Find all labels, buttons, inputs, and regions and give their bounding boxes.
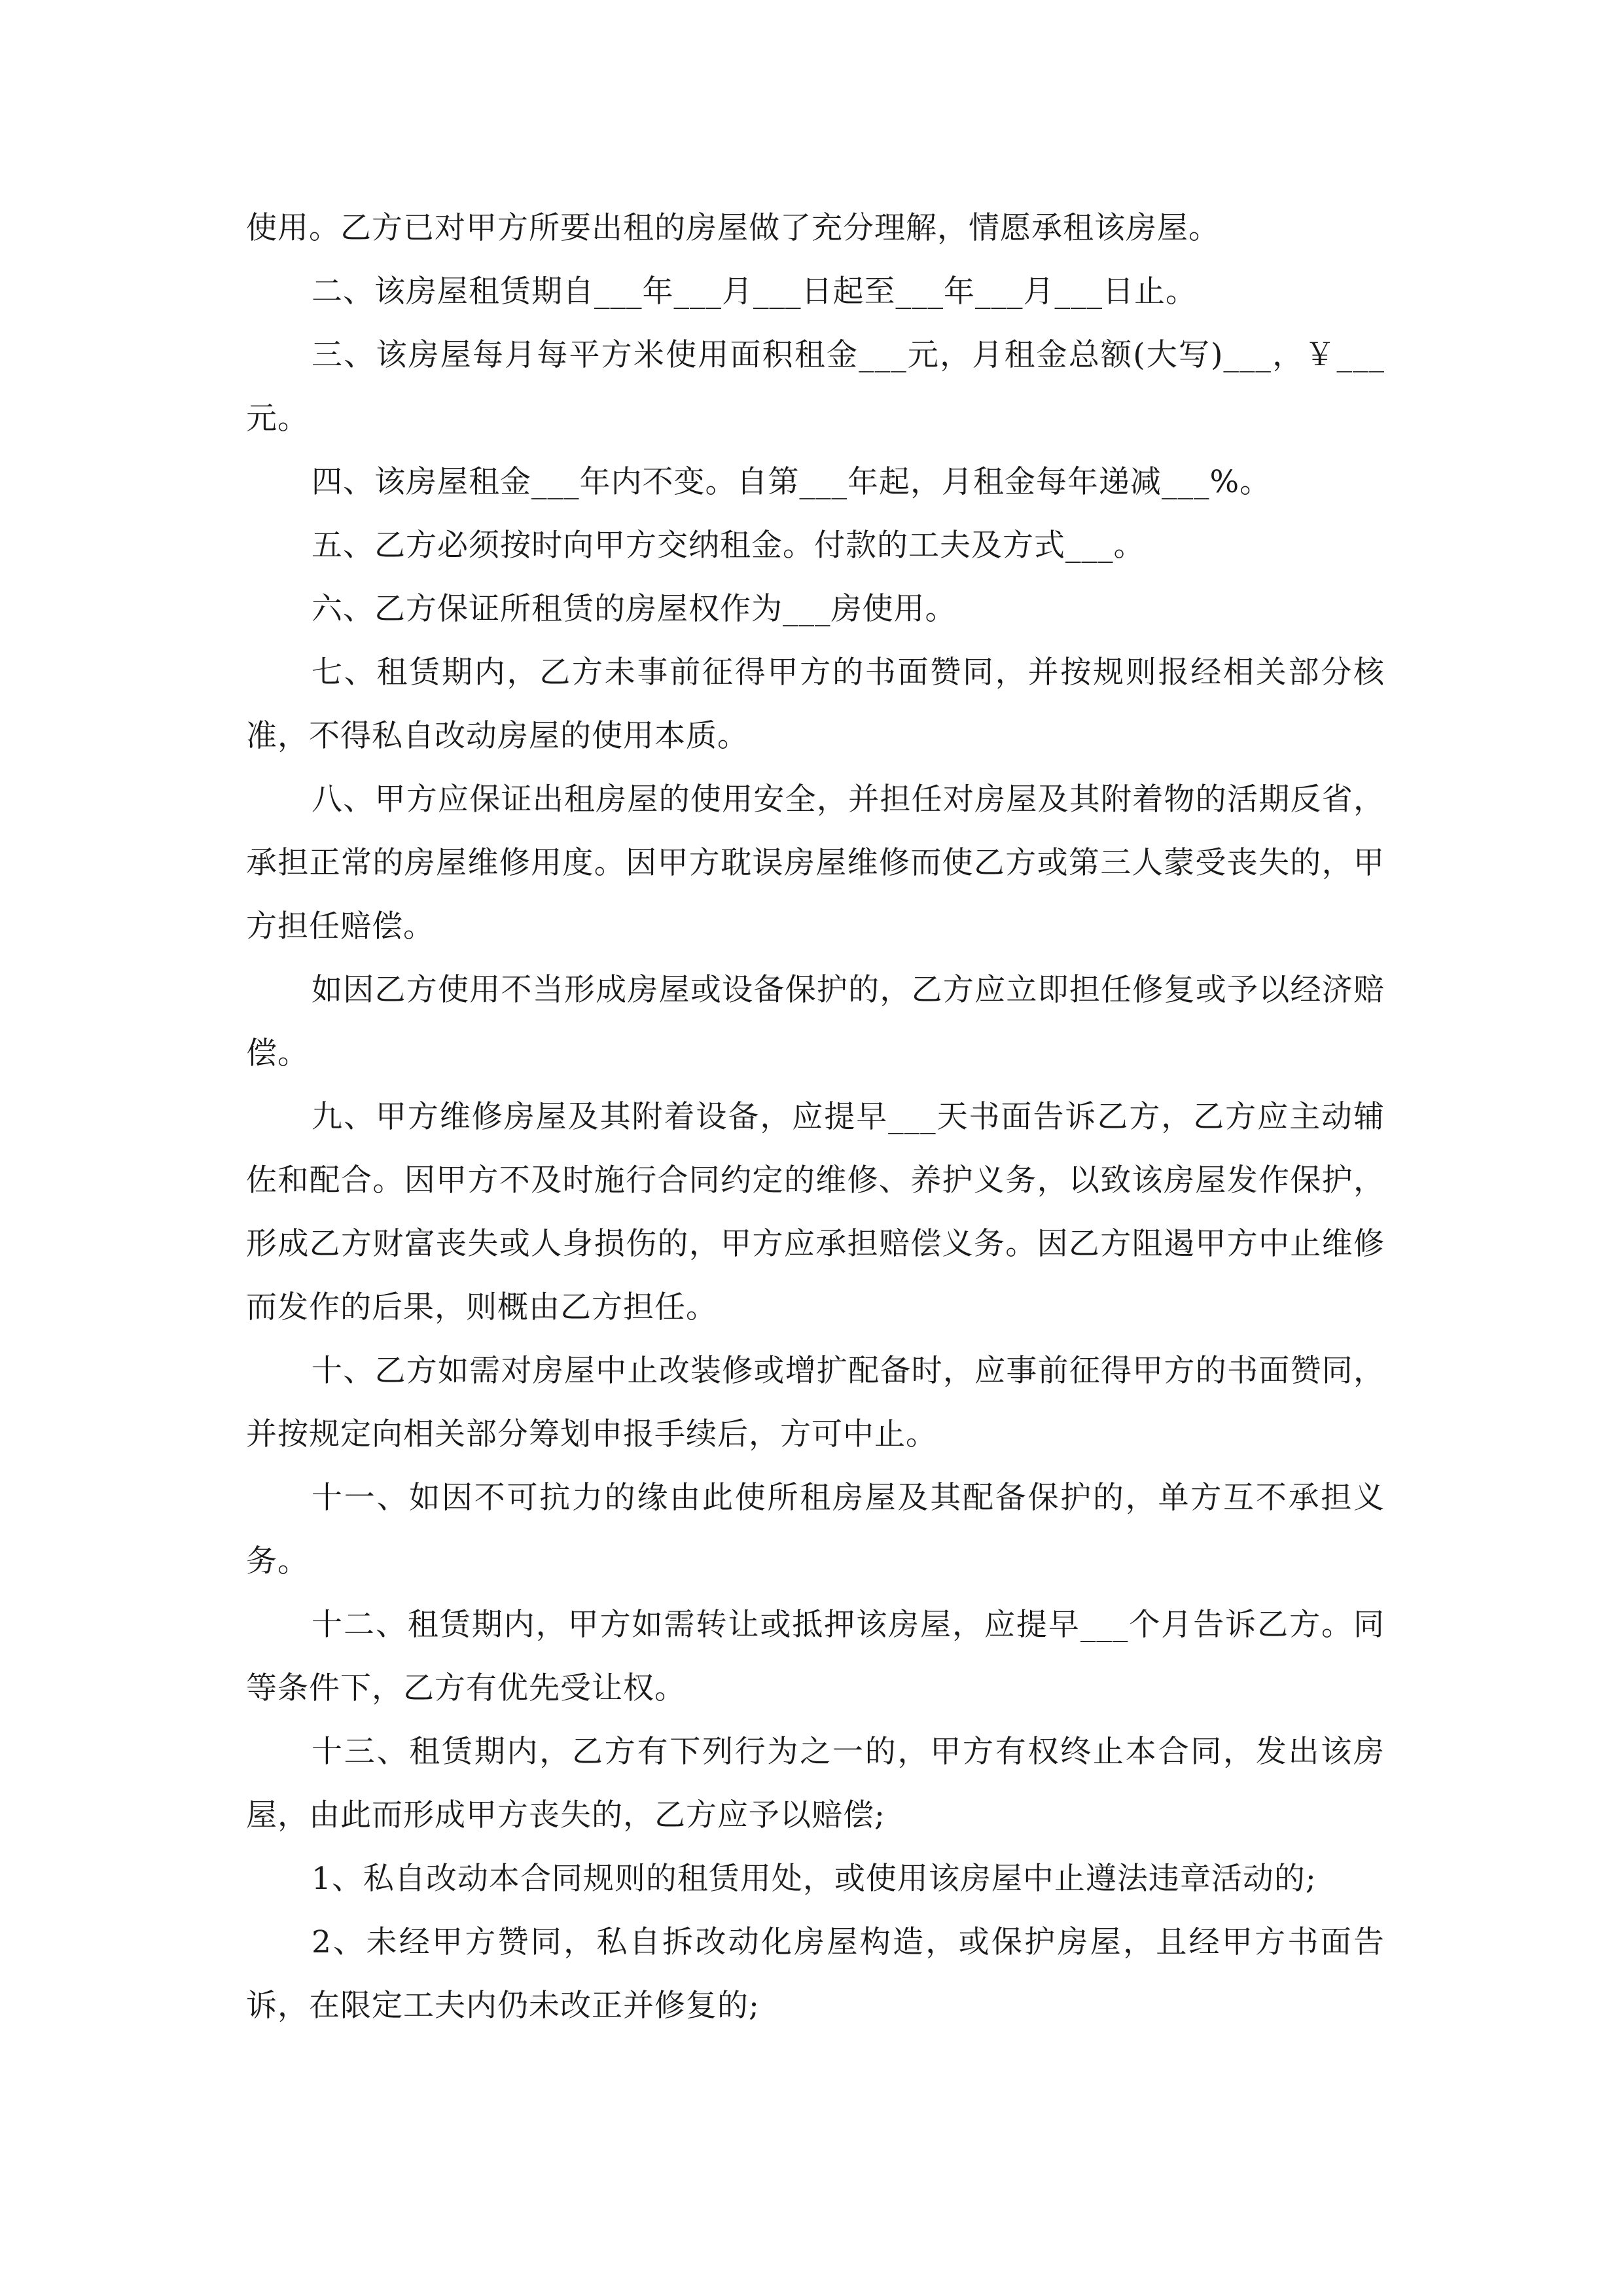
document-body: [246, 196, 1385, 2037]
clause-7-no-change-use: 七、租赁期内，乙方未事前征得甲方的书面赞同，并按规则报经相关部分核准，不得私自改动房屋的使用本质。: [246, 655, 1385, 754]
clause-10-renovation: 十、乙方如需对房屋中止改装修或增扩配备时，应事前征得甲方的书面赞同，并按规定向相关部分筹划申报手续后，方可中止。: [246, 1353, 1385, 1452]
clause-5-payment: 五、乙方必须按时向甲方交纳租金。付款的工夫及方式___。: [312, 528, 1145, 564]
clause-8-landlord-maintenance: 八、甲方应保证出租房屋的使用安全，并担任对房屋及其附着物的活期反省，承担正常的房屋维修用度。因甲方耽误房屋维修而使乙方或第三人蒙受丧失的，甲方担任赔偿。: [246, 781, 1385, 944]
clause-2-lease-term: 二、该房屋租赁期自___年___月___日起至___年___月___日止。: [312, 274, 1197, 310]
clause-13-item-2: 2、未经甲方赞同，私自拆改动化房屋构造，或保护房屋，且经甲方书面告诉，在限定工夫内仍未改正并修复的;: [246, 1924, 1385, 2024]
clause-3-rent-amount: 三、该房屋每月每平方米使用面积租金___元，月租金总额(大写)___，￥___元。: [246, 337, 1385, 437]
clause-11-force-majeure: 十一、如因不可抗力的缘由此使所租房屋及其配备保护的，单方互不承担义务。: [246, 1480, 1385, 1579]
clause-13-termination: 十三、租赁期内，乙方有下列行为之一的，甲方有权终止本合同，发出该房屋，由此而形成甲方丧失的，乙方应予以赔偿;: [246, 1734, 1385, 1833]
clause-12-transfer: 十二、租赁期内，甲方如需转让或抵押该房屋，应提早___个月告诉乙方。同等条件下，乙方有优先受让权。: [246, 1607, 1385, 1706]
clause-8-tenant-damage: 如因乙方使用不当形成房屋或设备保护的，乙方应立即担任修复或予以经济赔偿。: [246, 972, 1385, 1071]
paragraph-continuation: 使用。乙方已对甲方所要出租的房屋做了充分理解，情愿承租该房屋。: [246, 210, 1220, 246]
clause-6-usage: 六、乙方保证所租赁的房屋权作为___房使用。: [312, 591, 957, 627]
clause-9-repair-notice: 九、甲方维修房屋及其附着设备，应提早___天书面告诉乙方，乙方应主动辅佐和配合。因甲方不及时施行合同约定的维修、养护义务，以致该房屋发作保护，形成乙方财富丧失或人身损伤的，甲方应承担赔偿义务。因乙方阻遏甲方中止维修而发作的后果，则概由乙方担任。: [246, 1099, 1385, 1325]
clause-4-rent-adjustment: 四、该房屋租金___年内不变。自第___年起，月租金每年递减___%。: [312, 464, 1272, 500]
clause-13-item-1: 1、私自改动本合同规则的租赁用处，或使用该房屋中止遵法违章活动的;: [312, 1861, 1317, 1897]
